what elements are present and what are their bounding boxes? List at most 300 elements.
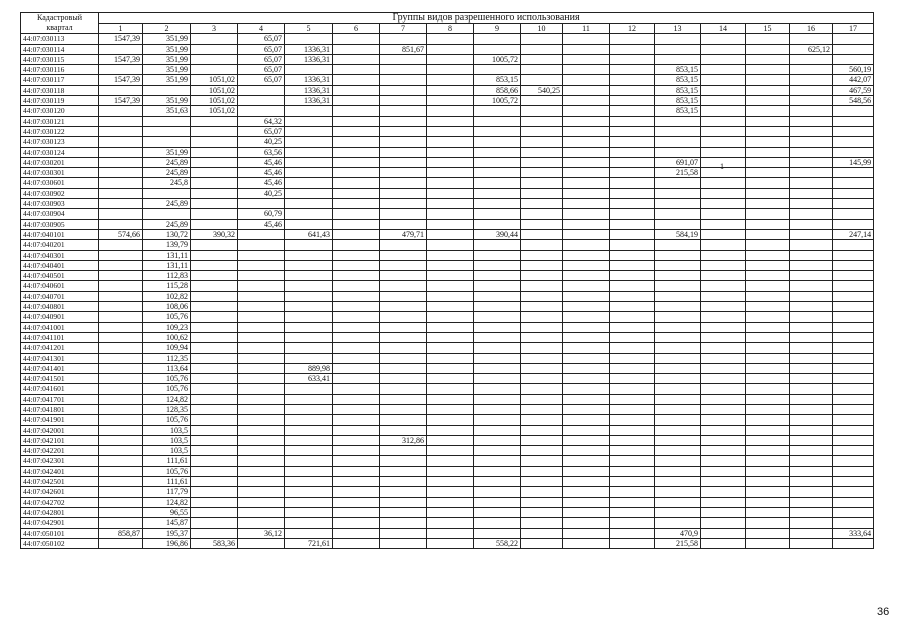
value-cell (285, 456, 333, 466)
value-cell (655, 415, 701, 425)
value-cell (701, 34, 746, 44)
value-cell (790, 85, 833, 95)
value-cell (333, 332, 380, 342)
value-cell (655, 507, 701, 517)
value-cell (191, 497, 238, 507)
value-cell: 1051,02 (191, 106, 238, 116)
value-cell (191, 425, 238, 435)
value-cell (99, 302, 143, 312)
value-cell (521, 343, 563, 353)
value-cell (191, 209, 238, 219)
table-row (21, 302, 874, 312)
value-cell (285, 106, 333, 116)
value-cell: 103,5 (143, 425, 191, 435)
value-cell (610, 394, 655, 404)
value-cell: 215,58 (655, 538, 701, 548)
column-number: 14 (701, 24, 746, 34)
cadastral-code-cell: 44:07:041601 (21, 384, 99, 394)
value-cell: 45,46 (238, 168, 285, 178)
value-cell (746, 312, 790, 322)
value-cell (99, 497, 143, 507)
value-cell (746, 34, 790, 44)
value-cell (427, 394, 474, 404)
value-cell (474, 44, 521, 54)
value-cell (285, 507, 333, 517)
value-cell: 574,66 (99, 229, 143, 239)
value-cell (333, 96, 380, 106)
value-cell (563, 528, 610, 538)
value-cell (610, 528, 655, 538)
value-cell (191, 528, 238, 538)
value-cell (563, 466, 610, 476)
value-cell (191, 271, 238, 281)
value-cell (191, 147, 238, 157)
value-cell (380, 415, 427, 425)
value-cell (746, 404, 790, 414)
value-cell: 245,89 (143, 157, 191, 167)
value-cell (521, 507, 563, 517)
value-cell (285, 425, 333, 435)
value-cell (701, 538, 746, 548)
value-cell (610, 147, 655, 157)
value-cell (99, 291, 143, 301)
cadastral-code-cell: 44:07:030905 (21, 219, 99, 229)
value-cell (610, 106, 655, 116)
cadastral-code-cell: 44:07:041801 (21, 404, 99, 414)
cadastral-code-cell: 44:07:042401 (21, 466, 99, 476)
value-cell (563, 168, 610, 178)
value-cell (521, 302, 563, 312)
value-cell (380, 75, 427, 85)
value-cell (191, 343, 238, 353)
table-row (21, 44, 874, 54)
value-cell (99, 188, 143, 198)
value-cell (701, 425, 746, 435)
value-cell (474, 291, 521, 301)
table-row (21, 54, 874, 64)
value-cell (333, 75, 380, 85)
value-cell (474, 250, 521, 260)
value-cell (380, 260, 427, 270)
value-cell (380, 363, 427, 373)
value-cell (521, 456, 563, 466)
value-cell: 1336,31 (285, 85, 333, 95)
value-cell (790, 96, 833, 106)
column-number: 8 (427, 24, 474, 34)
value-cell: 351,63 (143, 106, 191, 116)
value-cell (833, 435, 874, 445)
value-cell (238, 394, 285, 404)
value-cell: 1051,02 (191, 85, 238, 95)
value-cell (191, 240, 238, 250)
value-cell (701, 487, 746, 497)
value-cell: 442,07 (833, 75, 874, 85)
value-cell (427, 291, 474, 301)
value-cell (833, 394, 874, 404)
table-row (21, 332, 874, 342)
value-cell (563, 219, 610, 229)
value-cell (427, 281, 474, 291)
value-cell (790, 116, 833, 126)
value-cell (746, 250, 790, 260)
value-cell (99, 538, 143, 548)
value-cell (521, 415, 563, 425)
value-cell (333, 291, 380, 301)
value-cell: 691,07 (655, 157, 701, 167)
cadastral-code-cell: 44:07:042201 (21, 446, 99, 456)
cadastral-code-cell: 44:07:042702 (21, 497, 99, 507)
value-cell: 111,61 (143, 456, 191, 466)
value-cell: 625,12 (790, 44, 833, 54)
value-cell (333, 507, 380, 517)
value-cell (380, 85, 427, 95)
value-cell (521, 106, 563, 116)
value-cell (99, 44, 143, 54)
value-cell (333, 322, 380, 332)
value-cell (701, 497, 746, 507)
value-cell (380, 332, 427, 342)
value-cell (610, 34, 655, 44)
value-cell (610, 538, 655, 548)
value-cell (701, 229, 746, 239)
value-cell (99, 518, 143, 528)
value-cell (563, 240, 610, 250)
value-cell (238, 302, 285, 312)
value-cell (655, 487, 701, 497)
value-cell: 115,28 (143, 281, 191, 291)
value-cell (790, 415, 833, 425)
value-cell: 65,07 (238, 75, 285, 85)
value-cell (474, 343, 521, 353)
value-cell (610, 518, 655, 528)
value-cell (746, 518, 790, 528)
value-cell (521, 528, 563, 538)
value-cell (701, 260, 746, 270)
value-cell (563, 312, 610, 322)
value-cell (655, 250, 701, 260)
value-cell (833, 219, 874, 229)
value-cell (701, 456, 746, 466)
value-cell (746, 415, 790, 425)
value-cell (99, 106, 143, 116)
value-cell (380, 219, 427, 229)
value-cell (701, 209, 746, 219)
value-cell (833, 456, 874, 466)
value-cell (790, 322, 833, 332)
value-cell (474, 65, 521, 75)
value-cell (333, 199, 380, 209)
value-cell (285, 240, 333, 250)
value-cell (790, 250, 833, 260)
value-cell: 470,9 (655, 528, 701, 538)
cadastral-code-cell: 44:07:030115 (21, 54, 99, 64)
value-cell (833, 168, 874, 178)
page-number: 36 (877, 606, 890, 618)
value-cell: 245,8 (143, 178, 191, 188)
value-cell: 103,5 (143, 435, 191, 445)
value-cell: 145,99 (833, 157, 874, 167)
value-cell (655, 281, 701, 291)
value-cell (99, 168, 143, 178)
value-cell (238, 374, 285, 384)
cadastral-code-cell: 44:07:050101 (21, 528, 99, 538)
value-cell (701, 446, 746, 456)
value-cell (191, 363, 238, 373)
value-cell (238, 85, 285, 95)
value-cell (191, 384, 238, 394)
value-cell (333, 415, 380, 425)
column-number: 10 (521, 24, 563, 34)
value-cell (746, 394, 790, 404)
value-cell (427, 116, 474, 126)
value-cell (333, 528, 380, 538)
value-cell (333, 126, 380, 136)
value-cell: 479,71 (380, 229, 427, 239)
value-cell (701, 435, 746, 445)
value-cell (99, 394, 143, 404)
value-cell (610, 477, 655, 487)
value-cell (746, 425, 790, 435)
column-number: 9 (474, 24, 521, 34)
value-cell (474, 435, 521, 445)
value-cell (610, 353, 655, 363)
value-cell (833, 106, 874, 116)
value-cell: 195,37 (143, 528, 191, 538)
value-cell: 131,11 (143, 250, 191, 260)
value-cell (474, 260, 521, 270)
value-cell (99, 137, 143, 147)
value-cell (610, 404, 655, 414)
value-cell (99, 487, 143, 497)
value-cell: 1547,39 (99, 96, 143, 106)
cadastral-code-cell: 44:07:030903 (21, 199, 99, 209)
value-cell (833, 487, 874, 497)
value-cell (833, 34, 874, 44)
value-cell (333, 147, 380, 157)
value-cell (99, 353, 143, 363)
value-cell (833, 302, 874, 312)
value-cell (790, 518, 833, 528)
value-cell (380, 126, 427, 136)
value-cell (833, 374, 874, 384)
cadastral-code-cell: 44:07:030118 (21, 85, 99, 95)
value-cell (191, 394, 238, 404)
value-cell (380, 497, 427, 507)
value-cell (474, 199, 521, 209)
value-cell (790, 394, 833, 404)
value-cell (790, 54, 833, 64)
value-cell (746, 538, 790, 548)
value-cell (563, 374, 610, 384)
value-cell: 1547,39 (99, 34, 143, 44)
value-cell (790, 106, 833, 116)
value-cell (563, 497, 610, 507)
value-cell (563, 507, 610, 517)
value-cell (610, 363, 655, 373)
value-cell (833, 332, 874, 342)
value-cell (333, 538, 380, 548)
value-cell (521, 271, 563, 281)
value-cell (99, 466, 143, 476)
cadastral-code-cell: 44:07:041001 (21, 322, 99, 332)
value-cell: 112,35 (143, 353, 191, 363)
value-cell (333, 487, 380, 497)
cadastral-code-cell: 44:07:050102 (21, 538, 99, 548)
value-cell (563, 384, 610, 394)
value-cell: 1336,31 (285, 54, 333, 64)
value-cell (333, 250, 380, 260)
value-cell (238, 538, 285, 548)
value-cell (521, 34, 563, 44)
value-cell (746, 322, 790, 332)
value-cell (427, 404, 474, 414)
value-cell: 858,87 (99, 528, 143, 538)
table-row (21, 466, 874, 476)
value-cell (521, 332, 563, 342)
cadastral-code-cell: 44:07:040101 (21, 229, 99, 239)
value-cell (191, 332, 238, 342)
value-cell (746, 188, 790, 198)
value-cell (655, 456, 701, 466)
value-cell: 390,32 (191, 229, 238, 239)
table-row (21, 168, 874, 178)
value-cell (380, 240, 427, 250)
value-cell (521, 188, 563, 198)
value-cell (833, 54, 874, 64)
value-cell (333, 116, 380, 126)
stray-mark: 1 (720, 162, 724, 171)
value-cell (427, 507, 474, 517)
value-cell (746, 291, 790, 301)
value-cell (833, 126, 874, 136)
value-cell (746, 477, 790, 487)
value-cell (285, 271, 333, 281)
value-cell (833, 322, 874, 332)
value-cell (333, 65, 380, 75)
cadastral-code-cell: 44:07:041501 (21, 374, 99, 384)
value-cell: 1005,72 (474, 96, 521, 106)
value-cell (143, 209, 191, 219)
value-cell (285, 250, 333, 260)
value-cell (380, 312, 427, 322)
column-number: 5 (285, 24, 333, 34)
value-cell (701, 54, 746, 64)
table-row (21, 538, 874, 548)
value-cell (790, 126, 833, 136)
value-cell: 853,15 (655, 85, 701, 95)
value-cell (610, 374, 655, 384)
value-cell (655, 374, 701, 384)
value-cell (427, 157, 474, 167)
column-number: 1 (99, 24, 143, 34)
value-cell (655, 497, 701, 507)
value-cell (427, 250, 474, 260)
value-cell (610, 291, 655, 301)
value-cell (380, 168, 427, 178)
value-cell (333, 497, 380, 507)
value-cell (655, 260, 701, 270)
value-cell (238, 229, 285, 239)
cadastral-code-cell: 44:07:042001 (21, 425, 99, 435)
table-row (21, 435, 874, 445)
value-cell (474, 477, 521, 487)
value-cell: 65,07 (238, 65, 285, 75)
cadastral-code-cell: 44:07:030201 (21, 157, 99, 167)
value-cell (99, 446, 143, 456)
value-cell (99, 384, 143, 394)
value-cell (333, 240, 380, 250)
value-cell (191, 404, 238, 414)
value-cell (790, 353, 833, 363)
value-cell: 63,56 (238, 147, 285, 157)
value-cell (427, 137, 474, 147)
value-cell (610, 384, 655, 394)
value-cell (521, 229, 563, 239)
value-cell: 853,15 (655, 106, 701, 116)
value-cell (563, 343, 610, 353)
value-cell (655, 363, 701, 373)
value-cell (746, 240, 790, 250)
value-cell (701, 85, 746, 95)
value-cell (521, 54, 563, 64)
value-cell (610, 281, 655, 291)
cadastral-code-cell: 44:07:030116 (21, 65, 99, 75)
value-cell (521, 219, 563, 229)
value-cell: 1051,02 (191, 75, 238, 85)
table-row (21, 116, 874, 126)
value-cell (521, 260, 563, 270)
table-row (21, 219, 874, 229)
value-cell (790, 343, 833, 353)
value-cell (191, 34, 238, 44)
value-cell (521, 497, 563, 507)
value-cell (701, 199, 746, 209)
value-cell (833, 178, 874, 188)
cadastral-code-cell: 44:07:042801 (21, 507, 99, 517)
cadastral-code-cell: 44:07:040601 (21, 281, 99, 291)
cadastral-code-cell: 44:07:030301 (21, 168, 99, 178)
value-cell (746, 106, 790, 116)
value-cell (427, 219, 474, 229)
value-cell: 100,62 (143, 332, 191, 342)
value-cell (563, 106, 610, 116)
value-cell (285, 116, 333, 126)
value-cell (521, 446, 563, 456)
value-cell (238, 425, 285, 435)
value-cell (238, 199, 285, 209)
value-cell (380, 291, 427, 301)
value-cell (521, 44, 563, 54)
value-cell: 351,99 (143, 147, 191, 157)
value-cell (285, 199, 333, 209)
value-cell (380, 96, 427, 106)
value-cell (655, 147, 701, 157)
value-cell: 853,15 (655, 75, 701, 85)
value-cell (380, 34, 427, 44)
value-cell (521, 65, 563, 75)
value-cell: 390,44 (474, 229, 521, 239)
value-cell (746, 65, 790, 75)
value-cell (285, 34, 333, 44)
value-cell: 65,07 (238, 54, 285, 64)
value-cell (521, 518, 563, 528)
value-cell (285, 302, 333, 312)
value-cell (563, 199, 610, 209)
value-cell (746, 271, 790, 281)
cadastral-table (20, 12, 874, 549)
value-cell: 351,99 (143, 96, 191, 106)
value-cell (655, 394, 701, 404)
